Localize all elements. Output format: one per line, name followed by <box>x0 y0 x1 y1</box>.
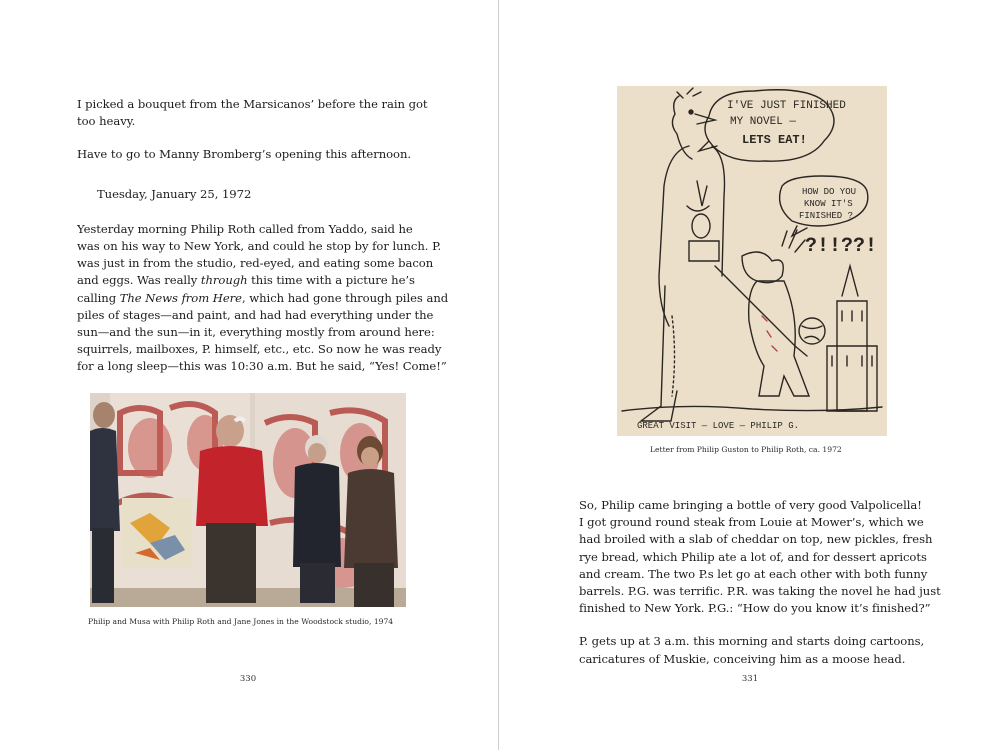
balloon-1-line-1: I'VE JUST FINISHED <box>727 100 846 112</box>
italic-through: through <box>200 273 248 288</box>
balloon-2-line-1: HOW DO YOU <box>802 187 857 197</box>
gutter-divider <box>498 0 499 750</box>
balloon-2-line-3: FINISHED ? <box>799 211 854 221</box>
studio-photograph <box>90 393 406 607</box>
guston-drawing <box>617 86 887 436</box>
left-page-text <box>77 96 448 392</box>
left-paragraph-3: Yesterday morning Philip Roth called from Yaddo, said he was on his way to New York, and could he stop by for lunch. P. was just in from the studio, red-eyed, and eating some bacon and eggs. Was really through this time with a picture he’s calling The News from Here, which had gone through piles and piles of stages—and paint, and had had everything under the sun—and the sun—in it, everything mostly from around here: squirrels, mailboxes, P. himself, etc., etc. So now he was ready for a long sleep—this was 10:30 a.m. But he said, “Yes! Come!” <box>77 221 449 374</box>
balloon-1-line-2: MY NOVEL — <box>730 116 797 128</box>
page-number-right: 331 <box>741 674 759 684</box>
left-paragraph-1: I picked a bouquet from the Marsicanos’ before the rain got too heavy. <box>77 97 428 129</box>
line-with-title: calling The News from Here, which had gone through piles and <box>77 290 449 305</box>
photo-illustration <box>90 393 406 607</box>
drawing-signature: GREAT VISIT — LOVE — PHILIP G. <box>637 421 800 431</box>
balloon-2-line-2: KNOW IT'S <box>804 199 853 209</box>
right-page-text <box>579 497 941 684</box>
right-page <box>502 0 1000 750</box>
dateline: Tuesday, January 25, 1972 <box>97 186 252 201</box>
page-number-left: 330 <box>239 674 257 684</box>
italic-painting-title: The News from Here <box>119 290 242 305</box>
line-with-italic: and eggs. Was really through this time with a picture he’s <box>77 273 415 288</box>
photo-caption: Philip and Musa with Philip Roth and Jane Jones in the Woodstock studio, 1974 <box>88 617 394 626</box>
exclamation-marks: ?!!??! <box>805 235 878 258</box>
right-paragraph-1: So, Philip came bringing a bottle of very good Valpolicella! I got ground round steak from Louie at Mower’s, which we had broiled with a slab of cheddar on top, new pickles, fresh rye bread, which Philip ate a lot of, and for dessert apricots and cream. The two P.s let go at each other with both funny barrels. P.G. was terrific. P.R. was taking the novel he had just finished to New York. P.G.: “How do you know it’s finished?” <box>579 498 941 616</box>
left-paragraph-2: Have to go to Manny Bromberg’s opening this afternoon. <box>77 147 412 162</box>
drawing-caption: Letter from Philip Guston to Philip Roth, ca. 1972 <box>650 445 842 454</box>
left-page <box>0 0 498 750</box>
right-paragraph-2: P. gets up at 3 a.m. this morning and starts doing cartoons, caricatures of Muskie, conceiving him as a moose head. <box>579 634 925 666</box>
cartoon-illustration <box>617 86 887 436</box>
balloon-1-line-3: LETS EAT! <box>742 133 807 147</box>
